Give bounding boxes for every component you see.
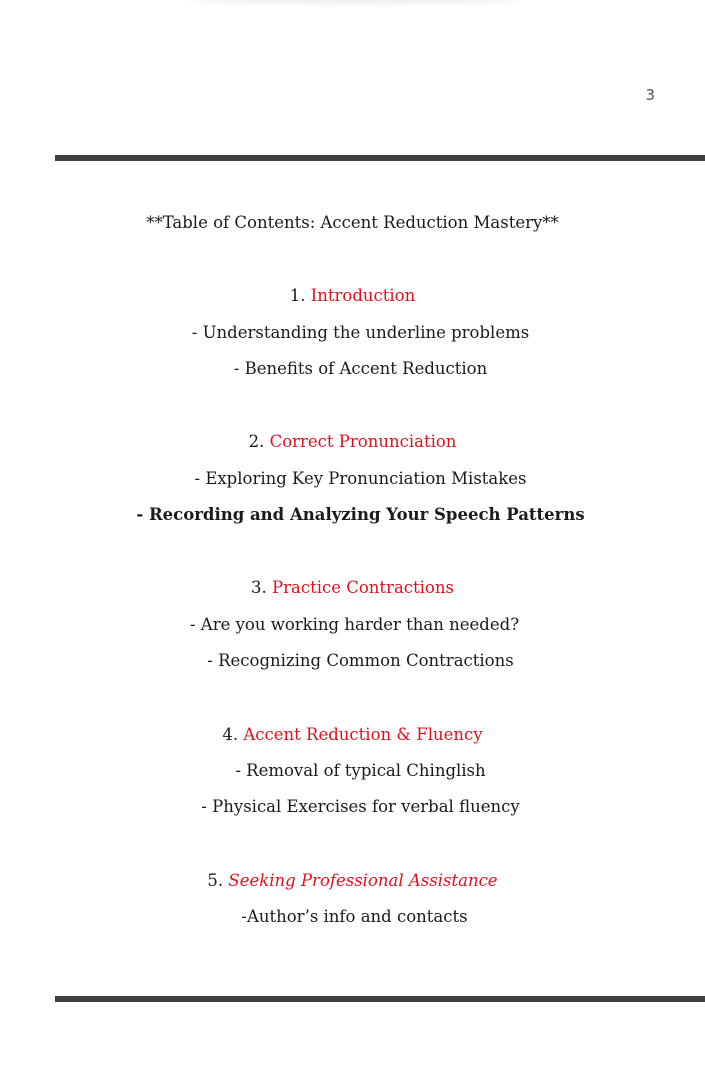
toc-title: **Table of Contents: Accent Reduction Mastery** [146,213,559,232]
toc-item: - Recognizing Common Contractions [207,651,514,670]
header-rule [55,155,705,161]
section-link-correct-pronunciation[interactable]: Correct Pronunciation [269,432,457,451]
toc-item: - Are you working harder than needed? [189,615,520,634]
toc-item: - Understanding the underline problems [191,323,530,342]
toc-section-5 [0,870,705,892]
toc-section-2 [0,431,705,453]
toc-item: - Benefits of Accent Reduction [233,359,488,378]
page-number: 3 [645,86,655,104]
toc-item: - Removal of typical Chinglish [235,761,486,780]
section-number: 1. [289,286,306,305]
toc-item: - Physical Exercises for verbal fluency [201,797,520,816]
toc-item: - Recording and Analyzing Your Speech Patterns [136,505,585,524]
section-number: 5. [207,871,224,890]
toc-section-4 [0,724,705,746]
toc-section-1 [0,285,705,307]
section-number: 2. [248,432,265,451]
toc-item: -Author’s info and contacts [241,907,468,926]
section-link-accent-reduction-fluency[interactable]: Accent Reduction & Fluency [243,725,483,744]
footer-rule [55,996,705,1002]
toc-item: - Exploring Key Pronunciation Mistakes [194,469,527,488]
section-link-seeking-professional-assistance[interactable]: Seeking Professional Assistance [228,871,498,890]
section-number: 3. [251,578,267,597]
toc-section-3 [0,577,705,599]
section-number: 4. [222,725,239,744]
section-link-practice-contractions[interactable]: Practice Contractions [272,578,454,597]
section-link-introduction[interactable]: Introduction [310,286,416,305]
